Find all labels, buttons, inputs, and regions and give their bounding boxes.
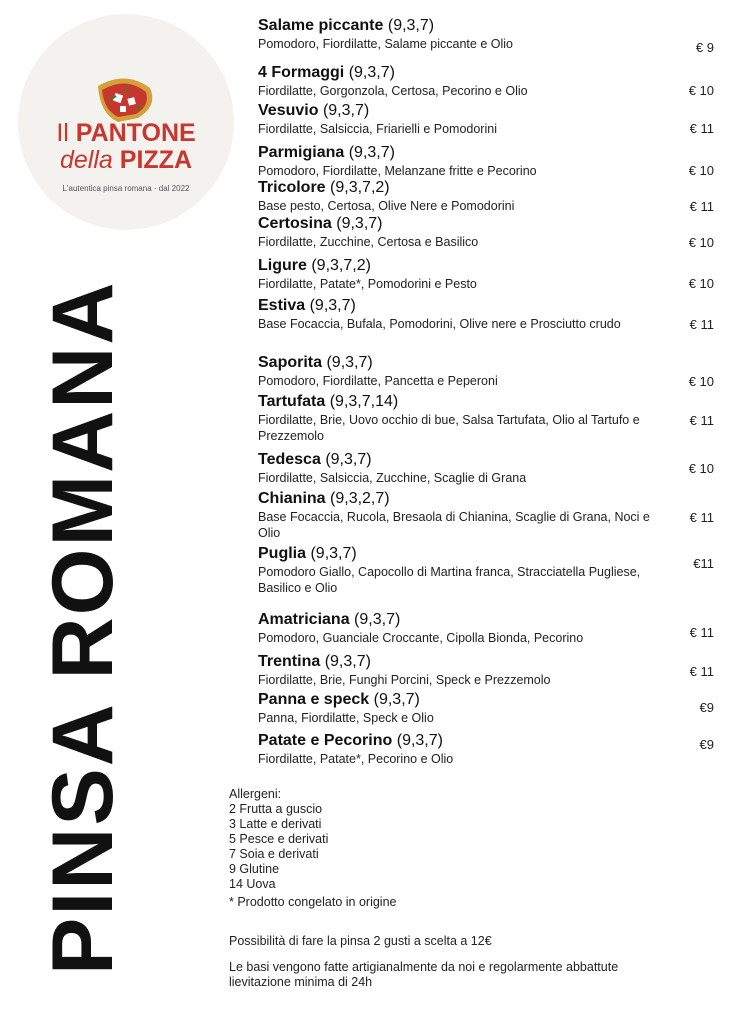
item-description: Panna, Fiordilatte, Speck e Olio — [258, 711, 434, 725]
menu-item — [258, 214, 728, 250]
allergen-codes: (9,3,7) — [309, 297, 356, 314]
allergen-line: 14 Uova — [229, 877, 276, 891]
frozen-note: * Prodotto congelato in origine — [229, 895, 397, 909]
item-price: € 11 — [689, 664, 714, 679]
item-description: Fiordilatte, Patate*, Pomodorini e Pesto — [258, 277, 477, 291]
side-title: PINSA ROMANA — [35, 280, 131, 975]
item-name: Vesuvio (9,3,7) — [258, 102, 370, 119]
item-name: Panna e speck (9,3,7) — [258, 691, 420, 708]
item-name: Parmigiana (9,3,7) — [258, 144, 395, 161]
item-price: € 11 — [689, 199, 714, 214]
menu-item — [258, 690, 728, 726]
item-price: € 10 — [688, 461, 714, 476]
logo-word-pizza: PIZZA — [119, 146, 192, 174]
allergen-codes: (9,3,7) — [373, 691, 420, 708]
item-description: Pomodoro, Fiordilatte, Pancetta e Peperoni — [258, 374, 498, 388]
item-price: € 11 — [689, 413, 714, 428]
item-name: Chianina (9,3,2,7) — [258, 490, 390, 507]
item-name: 4 Formaggi (9,3,7) — [258, 64, 395, 81]
item-price: €9 — [699, 737, 714, 752]
menu-item — [258, 256, 728, 292]
item-description: Fiordilatte, Zucchine, Certosa e Basilico — [258, 235, 479, 249]
menu-item — [258, 101, 728, 137]
item-description: Pomodoro, Fiordilatte, Melanzane fritte e Pecorino — [258, 164, 537, 178]
allergen-line: 7 Soia e derivati — [229, 847, 319, 861]
menu-item — [258, 489, 728, 541]
menu-item — [258, 143, 728, 179]
menu-item — [258, 296, 728, 332]
allergen-codes: (9,3,7) — [396, 732, 443, 749]
two-flavors-note: Possibilità di fare la pinsa 2 gusti a scelta a 12€ — [229, 934, 492, 948]
item-price: € 10 — [688, 374, 714, 389]
item-description: Pomodoro, Guanciale Croccante, Cipolla Bionda, Pecorino — [258, 631, 584, 645]
allergen-codes: (9,3,7,14) — [329, 393, 399, 410]
item-name: Amatriciana (9,3,7) — [258, 611, 401, 628]
allergen-line: 9 Glutine — [229, 862, 280, 876]
item-price: € 10 — [688, 163, 714, 178]
menu-item — [258, 731, 728, 767]
allergen-line: 5 Pesce e derivati — [229, 832, 329, 846]
item-description: Pomodoro Giallo, Capocollo di Martina franca, Stracciatella Pugliese, Basilico e Olio — [258, 565, 641, 595]
item-description: Fiordilatte, Patate*, Pecorino e Olio — [258, 752, 454, 766]
item-name: Certosina (9,3,7) — [258, 215, 383, 232]
item-name: Tartufata (9,3,7,14) — [258, 393, 399, 410]
allergen-codes: (9,3,7) — [326, 354, 373, 371]
menu-item — [258, 178, 728, 214]
bases-note: Le basi vengono fatte artigianalmente da noi e regolarmente abbattute lievitazione minima di 24h — [229, 960, 619, 989]
allergen-codes: (9,3,7,2) — [330, 179, 390, 196]
item-name: Trentina (9,3,7) — [258, 653, 371, 670]
logo-word-della: della — [60, 146, 113, 174]
menu-item — [258, 63, 728, 99]
allergen-codes: (9,3,7) — [336, 215, 383, 232]
menu-item — [258, 392, 728, 444]
item-name: Estiva (9,3,7) — [258, 297, 356, 314]
logo-tagline: L'autentica pinsa romana · dal 2022 — [62, 184, 190, 193]
item-price: €9 — [699, 700, 714, 715]
menu-item — [258, 610, 728, 646]
allergen-line: 2 Frutta a guscio — [229, 802, 323, 816]
allergen-codes: (9,3,7) — [322, 102, 370, 119]
item-name: Ligure (9,3,7,2) — [258, 257, 371, 274]
allergen-codes: (9,3,7,2) — [311, 257, 371, 274]
item-price: € 11 — [689, 121, 714, 136]
menu-item — [258, 16, 728, 55]
menu-item — [258, 652, 728, 688]
allergens-title: Allergeni: — [229, 787, 282, 801]
item-description: Fiordilatte, Gorgonzola, Certosa, Pecorino e Olio — [258, 84, 528, 98]
item-description: Base Focaccia, Bufala, Pomodorini, Olive nere e Prosciutto crudo — [258, 317, 621, 331]
logo-word-il: Il — [56, 119, 69, 147]
item-description: Fiordilatte, Salsiccia, Friarielli e Pomodorini — [258, 122, 497, 136]
item-description: Fiordilatte, Brie, Uovo occhio di bue, Salsa Tartufata, Olio al Tartufo e Prezzemolo — [258, 413, 640, 443]
item-description: Fiordilatte, Brie, Funghi Porcini, Speck e Prezzemolo — [258, 673, 551, 687]
allergen-line: 3 Latte e derivati — [229, 817, 322, 831]
allergen-codes: (9,3,7) — [310, 545, 357, 562]
item-name: Patate e Pecorino (9,3,7) — [258, 732, 443, 749]
item-price: € 11 — [689, 625, 714, 640]
allergen-codes: (9,3,2,7) — [330, 490, 390, 507]
item-price: € 10 — [688, 235, 714, 250]
allergen-codes: (9,3,7) — [387, 17, 435, 34]
item-price: € 10 — [688, 276, 714, 291]
logo-word-pantone: PANTONE — [75, 119, 196, 147]
item-price: € 11 — [689, 510, 714, 525]
allergens-block — [229, 787, 396, 910]
menu-item — [258, 544, 728, 596]
item-name: Salame piccante (9,3,7) — [258, 17, 435, 34]
allergen-codes: (9,3,7) — [325, 451, 372, 468]
item-name: Puglia (9,3,7) — [258, 545, 357, 562]
menu-item — [258, 450, 728, 486]
item-name: Tricolore (9,3,7,2) — [258, 179, 390, 196]
item-description: Base Focaccia, Rucola, Bresaola di Chianina, Scaglie di Grana, Noci e Olio — [258, 510, 650, 540]
logo — [18, 14, 234, 230]
item-price: € 9 — [695, 40, 714, 55]
item-name: Tedesca (9,3,7) — [258, 451, 372, 468]
item-price: € 11 — [689, 317, 714, 332]
item-price: € 10 — [688, 83, 714, 98]
menu-item — [258, 353, 728, 389]
allergen-codes: (9,3,7) — [354, 611, 401, 628]
allergen-codes: (9,3,7) — [324, 653, 371, 670]
allergen-codes: (9,3,7) — [348, 144, 395, 161]
item-description: Fiordilatte, Salsiccia, Zucchine, Scaglie di Grana — [258, 471, 527, 485]
item-price: €11 — [693, 556, 714, 571]
allergen-codes: (9,3,7) — [348, 64, 395, 81]
item-description: Base pesto, Certosa, Olive Nere e Pomodorini — [258, 199, 515, 213]
item-description: Pomodoro, Fiordilatte, Salame piccante e Olio — [258, 37, 513, 51]
item-name: Saporita (9,3,7) — [258, 354, 373, 371]
